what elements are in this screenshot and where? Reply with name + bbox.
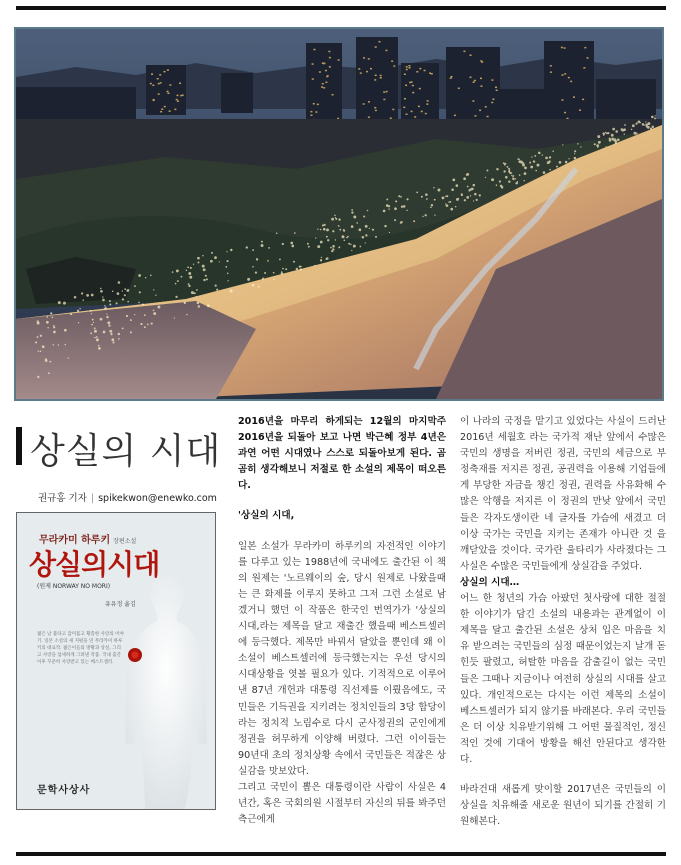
- article-quote-title: '상실의 시대,: [238, 510, 295, 522]
- book-cover: [16, 512, 216, 810]
- article-column-2: [460, 414, 666, 830]
- article-lead: 2016년을 마무리 하게되는 12월의 마지막주 2016년을 되돌아 보고 나면 박근혜 정부 4년은 과연 어떤 시대였나 스스로 되돌아보게 된다. 곰곰히 생각해보니 저절로 한 소설의 제목이 떠오른다.: [238, 416, 446, 492]
- article-column-1: [238, 414, 446, 828]
- byline: [38, 490, 217, 504]
- book-blurb: 젊은 날 불타고 감미롭고 황홀한 사랑의 이야기. 일본 소설의 새 지평을 연 무라카미 하루키의 대표작. 젊은이들의 방황과 상실, 그리고 사랑을 섬세하게 그려낸 작품. 국내 출간 이후 꾸준히 사랑받고 있는 베스트셀러.: [37, 632, 124, 665]
- book-publisher: 문학사상사: [37, 785, 91, 796]
- byline-email[interactable]: spikekwon@enewko.com: [98, 493, 217, 504]
- article-title-block: [16, 423, 222, 472]
- article-subhead: 상실의 시대…: [460, 576, 520, 588]
- article-paragraph: 그리고 국민이 뽑은 대통령이란 사람이 사실은 4년간, 혹은 국회의원 시절부터 자신의 뒤를 봐주던 측근에게: [238, 781, 446, 826]
- book-translator: 유유정 옮김: [105, 601, 136, 608]
- article-paragraph: 바라건대 새롭게 맞이할 2017년은 국민들의 이 상실을 치유해줄 새로운 원년이 되기를 간절히 기원해본다.: [460, 784, 666, 828]
- article-paragraph: 어느 한 청년의 가슴 아팠던 첫사랑에 대한 절절한 이야기가 담긴 소설의 내용과는 관계없이 이 제목을 달고 출간된 소설은 상처 입은 마음을 치유 받으려는 국민들의 심정 때문이었는지 날개 돋힌듯 팔렸고, 허탈한 마음을 감출길이 없는 국민들은 그때나 지금이나 여전히 상실의 시대를 살고있다. 개인적으로는 다시는 이런 제목의 소설이 베스트셀러가 되지 않기를 바래본다. 우리 국민들은 더 이상 치유받기위해 그 어떤 물질적인, 정신적인 것에 기대어 방황을 해선 안된다고 생각한다.: [460, 593, 666, 765]
- book-author-sub: 장편소설: [113, 538, 137, 545]
- protest-photo: [14, 27, 664, 401]
- spacer: [238, 525, 446, 539]
- top-rule: [16, 6, 666, 10]
- book-original-title: (원제 NORWAY NO MORI): [37, 583, 111, 590]
- book-author: 무라카미 하루키 장편소설: [39, 535, 137, 546]
- spacer: [460, 768, 666, 782]
- article-title: 상실의 시대: [30, 431, 222, 472]
- article-paragraph: 이 나라의 국정을 맡기고 있었다는 사실이 드러난 2016년 세월호 라는 국가적 재난 앞에서 수많은 국민의 생명을 저버린 정권, 국민의 세금으로 부정축재를 저지른 정권, 공권력을 이용해 기업들에게 부당한 자금을 챙긴 정권, 권력을 사유화해 수많은 악행을 저지른 이 정권의 만낮 앞에서 국민들은 각자도생이란 네 글자를 가슴에 새겼고 더 이상 국가는 국민을 지키는 존재가 아니란 것 을 깨닫았을 것이다. 국가란 울타리가 사라졌다는 그 사실은 수많은 국민들에게 상실감을 주었다.: [460, 416, 666, 572]
- byline-author: 권규홍 기자: [38, 493, 87, 504]
- spacer: [238, 494, 446, 508]
- title-marker-bar: [16, 427, 22, 465]
- book-title: 상실의시대: [29, 548, 160, 581]
- article-paragraph: 일본 소설가 무라카미 하루키의 자전적인 이야기를 다루고 있는 1988년에 국내에도 출간된 이 책의 원제는 '노르웨이의 숲, 당시 원제로 나왔을때는 큰 화제를 이루지 못하고 그저 그런 소설로 남겠거니 했던 이 작품은 한국인 번역가가 '상실의 시대,라는 제목을 달고 재출간 했을때 베스트셀러에 등극했다. 제목만 바꿔서 달았을 뿐인데 왜 이 소설이 베스트셀러에 등극했는지는 우선 당시의 시대상황을 엿볼 필요가 있다. 기적적으로 이루어낸 87년 개헌과 대통령 직선제를 이뤘음에도, 국민들은 기득권을 지키려는 정치인들의 3당 합당이라는 정치적 노림수로 다시 군사정권의 군인에게 정권을 허무하게 이양해 버렸다. 그런 이이들는 90년대 초의 정치상황 속에서 국민들은 적잖은 상실감을 맛보았다.: [238, 540, 446, 777]
- byline-separator: |: [90, 493, 95, 504]
- bottom-rule: [16, 852, 666, 856]
